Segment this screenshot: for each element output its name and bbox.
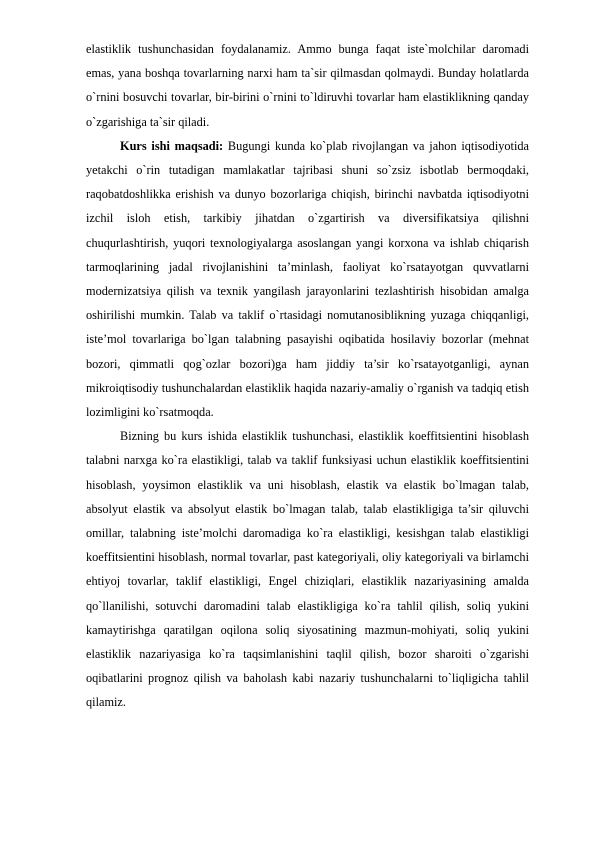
- paragraph-text: elastiklik tushunchasidan foydalanamiz. Ammo bunga faqat iste`molchilar daromadi emas, yana boshqa tovarlarning narxi ham ta`sir qilmasdan qolmaydi. Bunday holatlarda o`rnini bosuvchi tovarlar, bir-birini o`rnini to`ldiruvhi tovarlar ham elastiklikning qanday o`zgarishiga ta`sir qiladi.: [86, 42, 529, 129]
- paragraph-purpose: [86, 134, 529, 424]
- paragraph-text: Bugungi kunda ko`plab rivojlangan va jahon iqtisodiyotida yetakchi o`rin tutadigan mamlakatlar tajribasi shuni so`zsiz isbotlab bermoqdaki, raqobatdoshlikka erishish va dunyo bozorlariga chiqish, birinchi navbatda iqtisodiyotni izchil isloh etish, tarkibiy jihatdan o`zgartirish va diversifikatsiya qilishni chuqurlashtirish, yuqori texnologiyalarga asoslangan yangi korxona va ishlab chiqarish tarmoqlarining jadal rivojlanishini ta’minlash, faoliyat ko`rsatayotgan quvvatlarni modernizatsiya qilish va texnik yangilash jarayonlarini tezlashtirish hisobidan amalga oshirilishi mumkin. Talab va taklif o`rtasidagi nomutanosiblikning yuzaga chiqqanligi, iste’mol tovarlariga bo`lgan talabning pasayishi oqibatida hosilaviy bozorlar (mehnat bozori, qimmatli qog`ozlar bozori)ga ham jiddiy ta’sir ko`rsatayotganligi, aynan mikroiqtisodiy tushunchalardan elastiklik haqida nazariy-amaliy o`rganish va tadqiq etish lozimligini ko`rsatmoqda.: [86, 138, 529, 420]
- paragraph-scope: [86, 424, 529, 714]
- document-page: [86, 37, 529, 715]
- paragraph-text: Bizning bu kurs ishida elastiklik tushunchasi, elastiklik koeffitsientini hisoblash talabni narxga ko`ra elastikligi, talab va taklif funksiyasi uchun elastiklik koeffitsientini hisoblash, yoysimon elastiklik va uni hisoblash, elastik va elastik bo`lmagan talab, absolyut elastik va absolyut elastik bo`lmagan talab, talab elastikligiga ta’sir qiluvchi omillar, talabning iste’molchi daromadiga ko`ra elastikligi, kesishgan talab elastikligi koeffitsientini hisoblash, normal tovarlar, past kategoriyali, oliy kategoriyali va birlamchi ehtiyoj tovarlar, taklif elastikligi, Engel chiziqlari, elastiklik nazariyasining amalda qo`llanilishi, sotuvchi daromadini talab elastikligiga ko`ra tahlil qilish, soliq yukini kamaytirishga qaratilgan oqilona soliq siyosatining mazmun-mohiyati, soliq yukini elastiklik nazariyasiga ko`ra taqsimlanishini taqlil qilish, bozor sharoiti o`zgarishi oqibatlarini prognoz qilish va baholash kabi nazariy tushunchalarni to`liqligicha tahlil qilamiz.: [86, 429, 529, 710]
- purpose-heading: Kurs ishi maqsadi:: [120, 138, 224, 153]
- paragraph-intro: [86, 37, 529, 134]
